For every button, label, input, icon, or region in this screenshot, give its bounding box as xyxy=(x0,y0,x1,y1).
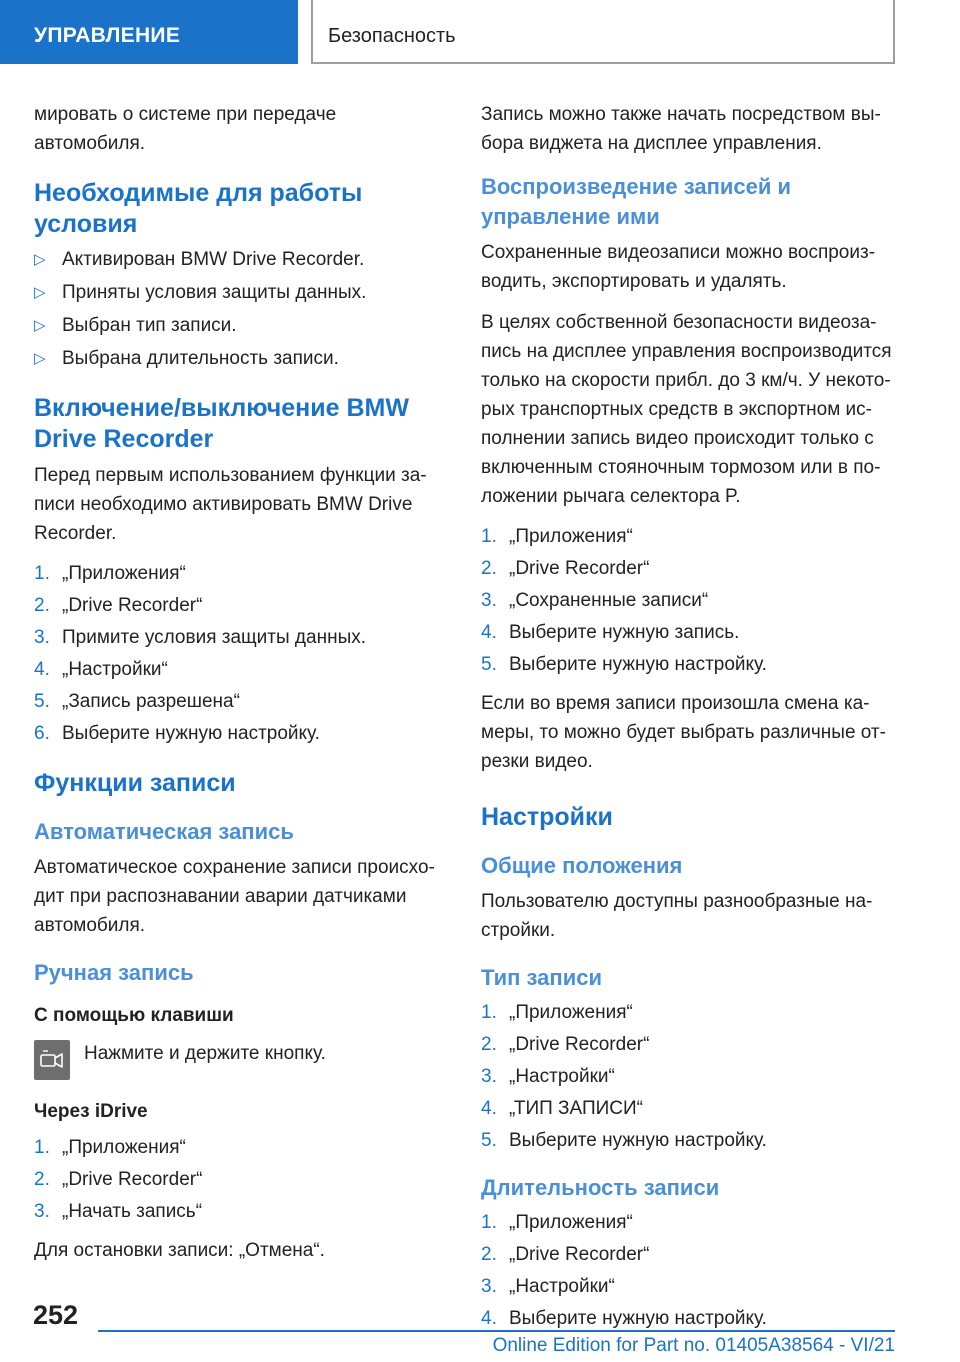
section-tab: УПРАВЛЕНИЕ xyxy=(0,0,298,64)
step-item: 3. „Настройки“ xyxy=(481,1276,615,1297)
idrive-steps xyxy=(34,1134,444,1226)
step-item: 2. „Drive Recorder“ xyxy=(481,558,650,579)
functions-heading: Функции записи xyxy=(34,769,236,797)
onoff-heading: Включение/выключение BMW Drive Recorder xyxy=(34,394,409,453)
idrive-heading: Через iDrive xyxy=(34,1101,148,1122)
playback-paragraph-1: Сохраненные видеозаписи можно воспроиз-водить, экспортировать и удалять. xyxy=(481,242,876,292)
step-item: 2. „Drive Recorder“ xyxy=(481,1244,650,1265)
step-item: 5. „Запись разрешена“ xyxy=(34,691,240,712)
intro-paragraph: мировать о системе при передаче автомобиля. xyxy=(34,104,337,154)
camera-record-icon xyxy=(34,1040,70,1080)
step-item: 4. Выберите нужную запись. xyxy=(481,622,740,643)
step-item: 1. „Приложения“ xyxy=(481,526,633,547)
step-item: 1. „Приложения“ xyxy=(481,1002,633,1023)
onoff-paragraph: Перед первым использованием функции за-писи необходимо активировать BMW Drive Recorder. xyxy=(34,465,427,544)
stop-paragraph: Для остановки записи: „Отмена“. xyxy=(34,1240,325,1261)
step-item: 3. „Сохраненные записи“ xyxy=(481,590,709,611)
step-item: 4. „ТИП ЗАПИСИ“ xyxy=(481,1098,643,1119)
step-item: 1. „Приложения“ xyxy=(34,1137,186,1158)
auto-record-heading: Автоматическая запись xyxy=(34,819,294,844)
page-number: 252 xyxy=(33,1300,79,1330)
step-item: 2. „Drive Recorder“ xyxy=(481,1034,650,1055)
chapter-tab: Безопасность xyxy=(311,0,895,64)
button-instruction-text: Нажмите и держите кнопку. xyxy=(84,1043,326,1064)
list-item: ▷ Выбран тип записи. xyxy=(34,312,444,340)
step-item: 3. „Настройки“ xyxy=(481,1066,615,1087)
manual-record-heading: Ручная запись xyxy=(34,960,194,985)
button-method-heading: С помощью клавиши xyxy=(34,1005,234,1026)
triangle-bullet-icon: ▷ xyxy=(34,317,46,334)
requirements-heading: Необходимые для работы условия xyxy=(34,179,363,238)
playback-paragraph-2: В целях собственной безопасности видеоза-пись на дисплее управления воспроизводится только на скорости прибл. до 3 км/ч. У некото-рых транспортных средств в экспортном ис-полнении запись видео происходит только с включенным стояночным тормозом или в по-ложении рычага селектора P. xyxy=(481,312,892,507)
playback-paragraph-3: Если во время записи произошла смена ка-меры, то можно будет выбрать различные от-резки видео. xyxy=(481,693,886,772)
record-duration-heading: Длительность записи xyxy=(481,1175,720,1200)
list-item: ▷ Активирован BMW Drive Recorder. xyxy=(34,246,444,274)
left-column xyxy=(34,100,444,1277)
step-item: 5. Выберите нужную настройку. xyxy=(481,654,767,675)
list-item: ▷ Приняты условия защиты данных. xyxy=(34,279,444,307)
triangle-bullet-icon: ▷ xyxy=(34,350,46,367)
record-duration-steps xyxy=(481,1209,901,1333)
auto-record-paragraph: Автоматическое сохранение записи происхо-дит при распознавании аварии датчиками автомобиля. xyxy=(34,857,435,936)
step-item: 4. Выберите нужную настройку. xyxy=(481,1308,767,1329)
settings-heading: Настройки xyxy=(481,803,613,831)
requirements-list xyxy=(34,246,444,373)
right-column xyxy=(481,100,901,1343)
triangle-bullet-icon: ▷ xyxy=(34,251,46,268)
edition-link[interactable]: Online Edition for Part no. 01405A38564 - VI/21 xyxy=(492,1335,895,1356)
step-item: 4. „Настройки“ xyxy=(34,659,168,680)
step-item: 1. „Приложения“ xyxy=(34,563,186,584)
footer-divider xyxy=(98,1330,895,1332)
general-heading: Общие положения xyxy=(481,853,683,878)
button-instruction xyxy=(34,1040,444,1080)
list-item: ▷ Выбрана длительность записи. xyxy=(34,345,444,373)
step-item: 2. „Drive Recorder“ xyxy=(34,595,203,616)
step-item: 3. Примите условия защиты данных. xyxy=(34,627,367,648)
general-paragraph: Пользователю доступны разнообразные на-стройки. xyxy=(481,891,873,941)
widget-paragraph: Запись можно также начать посредством вы-бора виджета на дисплее управления. xyxy=(481,104,881,154)
step-item: 6. Выберите нужную настройку. xyxy=(34,723,320,744)
playback-heading: Воспроизведение записей и управление ими xyxy=(481,174,792,229)
step-item: 3. „Начать запись“ xyxy=(34,1201,203,1222)
record-type-heading: Тип записи xyxy=(481,965,602,990)
step-item: 1. „Приложения“ xyxy=(481,1212,633,1233)
step-item: 5. Выберите нужную настройку. xyxy=(481,1130,767,1151)
playback-steps xyxy=(481,523,901,679)
triangle-bullet-icon: ▷ xyxy=(34,284,46,301)
step-item: 2. „Drive Recorder“ xyxy=(34,1169,203,1190)
record-type-steps xyxy=(481,999,901,1155)
onoff-steps xyxy=(34,560,444,748)
